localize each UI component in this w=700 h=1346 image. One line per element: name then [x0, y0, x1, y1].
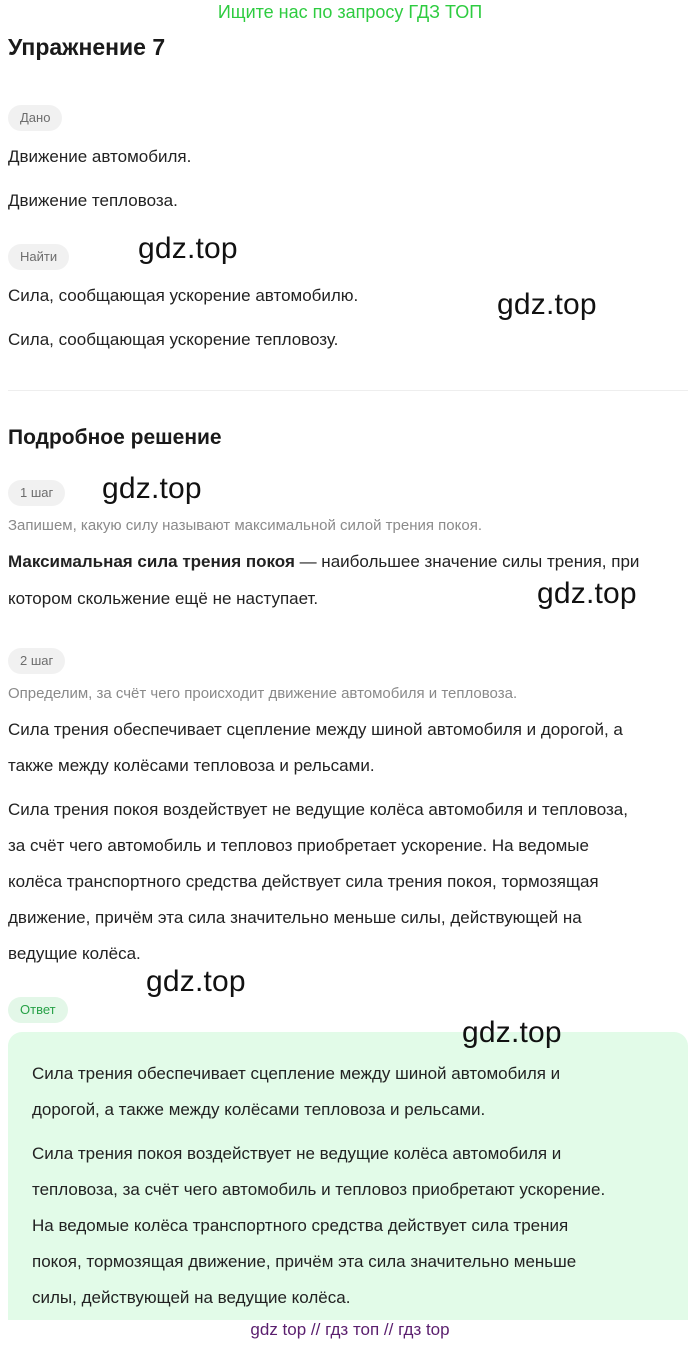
step-1-definition — [8, 544, 692, 580]
find-item: Сила, сообщающая ускорение автомобилю. — [8, 286, 359, 305]
answer-box — [8, 1032, 688, 1320]
answer-text: силы, действующей на ведущие колёса. — [32, 1288, 351, 1307]
step-2-text: за счёт чего автомобиль и тепловоз приобретает ускорение. На ведомые — [8, 836, 589, 855]
step-1-badge: 1 шаг — [8, 480, 65, 506]
step-2-text: колёса транспортного средства действует сила трения покоя, тормозящая — [8, 872, 599, 891]
section-divider — [8, 390, 688, 391]
solution-title: Подробное решение — [8, 426, 222, 449]
definition-rest: — наибольшее значение силы трения, при — [294, 552, 640, 571]
given-item: Движение автомобиля. — [8, 147, 192, 166]
definition-term: Максимальная сила трения покоя — [8, 552, 295, 571]
step-2-text: Сила трения обеспечивает сцепление между шиной автомобиля и дорогой, а — [8, 720, 623, 739]
step-1-definition-cont: котором скольжение ещё не наступает. — [8, 589, 319, 608]
watermark: gdz.top — [102, 472, 202, 505]
watermark: gdz.top — [497, 288, 597, 321]
footer-watermark: gdz top // гдз топ // гдз top — [250, 1320, 450, 1339]
answer-text: дорогой, а также между колёсами тепловоза и рельсами. — [32, 1100, 486, 1119]
answer-badge: Ответ — [8, 997, 68, 1023]
given-item: Движение тепловоза. — [8, 191, 178, 210]
answer-text: На ведомые колёса транспортного средства действует сила трения — [32, 1216, 569, 1235]
answer-text: покоя, тормозящая движение, причём эта сила значительно меньше — [32, 1252, 577, 1271]
watermark: gdz.top — [462, 1016, 562, 1049]
answer-text: Сила трения обеспечивает сцепление между шиной автомобиля и — [32, 1064, 561, 1083]
step-2-text: ведущие колёса. — [8, 944, 141, 963]
given-badge: Дано — [8, 105, 62, 131]
watermark: gdz.top — [138, 232, 238, 265]
step-2-hint: Определим, за счёт чего происходит движение автомобиля и тепловоза. — [8, 685, 518, 702]
search-banner: Ищите нас по запросу ГДЗ ТОП — [217, 2, 483, 22]
step-2-text: также между колёсами тепловоза и рельсами. — [8, 756, 375, 775]
step-2-badge: 2 шаг — [8, 648, 65, 674]
find-item: Сила, сообщающая ускорение тепловозу. — [8, 330, 339, 349]
answer-text: Сила трения покоя воздействует не ведущие колёса автомобиля и — [32, 1144, 562, 1163]
watermark: gdz.top — [537, 577, 637, 610]
step-2-text: движение, причём эта сила значительно меньше силы, действующей на — [8, 908, 582, 927]
exercise-title: Упражнение 7 — [8, 34, 166, 60]
answer-text: тепловоза, за счёт чего автомобиль и тепловоз приобретают ускорение. — [32, 1180, 606, 1199]
step-2-text: Сила трения покоя воздействует не ведущие колёса автомобиля и тепловоза, — [8, 800, 628, 819]
find-badge: Найти — [8, 244, 69, 270]
watermark: gdz.top — [146, 965, 246, 998]
step-1-hint: Запишем, какую силу называют максимальной силой трения покоя. — [8, 517, 483, 534]
